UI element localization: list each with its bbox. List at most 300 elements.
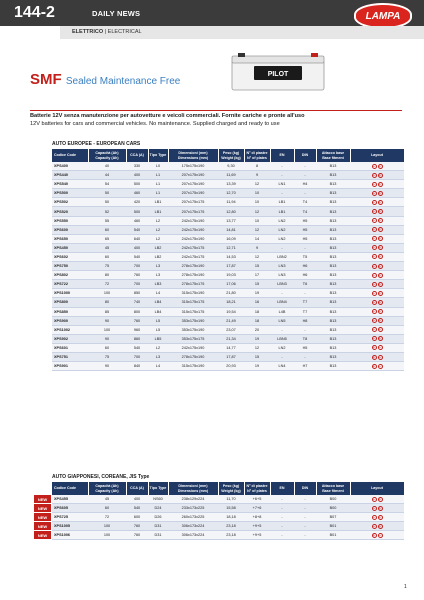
table-cell: 100 [88, 289, 126, 298]
table-cell: - [294, 504, 316, 513]
negative-terminal-icon: − [372, 514, 376, 520]
table-cell: LB2 [148, 252, 168, 261]
positive-terminal-icon: + [378, 299, 382, 305]
terminal-layout [372, 364, 383, 369]
table-cell: 278x175x190 [168, 271, 218, 280]
table-cell: 54 [88, 180, 126, 189]
table-cell: 315x175x175 [168, 298, 218, 307]
table-row [52, 495, 404, 504]
table-cell: 90 [88, 362, 126, 371]
table-cell: L4 [148, 362, 168, 371]
positive-terminal-icon: + [378, 190, 382, 196]
logo-text: LAMPA [365, 10, 401, 22]
table-cell: - [270, 495, 294, 504]
table-cell: B13 [316, 171, 350, 180]
table-cell: 11,94 [218, 198, 244, 207]
terminal-layout [372, 191, 383, 196]
terminal-layout [372, 355, 383, 360]
table-cell: 315x175x175 [168, 307, 218, 316]
table-cell: L3 [148, 352, 168, 361]
product-code: XPS1000 [52, 289, 88, 298]
terminal-layout [372, 506, 383, 511]
table-cell: 19,03 [218, 271, 244, 280]
table-cell: L1 [148, 180, 168, 189]
table-cell: 12,70 [218, 189, 244, 198]
table-cell: - [270, 289, 294, 298]
description-en: 12V batteries for cars and commercial vehicles. No maintenance. Supplied charged and ready to use [30, 121, 280, 127]
terminal-layout [372, 345, 383, 350]
positive-terminal-icon: + [372, 363, 376, 369]
table-cell: 760 [126, 522, 148, 531]
column-header: DIN [294, 482, 316, 495]
negative-terminal-icon: − [372, 309, 376, 315]
table-cell: 19 [244, 362, 270, 371]
table-cell: L1 [148, 171, 168, 180]
negative-terminal-icon: − [372, 181, 376, 187]
positive-terminal-icon: + [378, 523, 382, 529]
negative-terminal-icon: − [378, 363, 382, 369]
table-cell: - [294, 513, 316, 522]
table-cell: - [270, 531, 294, 540]
table-cell: 400 [126, 243, 148, 252]
positive-terminal-icon: + [378, 227, 382, 233]
product-code: XPS600 [52, 225, 88, 234]
table-cell: 60 [88, 343, 126, 352]
column-header: DIN [294, 149, 316, 162]
table-cell: - [270, 352, 294, 361]
table-cell: 242x175x190 [168, 225, 218, 234]
negative-terminal-icon: − [372, 290, 376, 296]
table-cell: LN2 [270, 234, 294, 243]
positive-terminal-icon: + [372, 345, 376, 351]
table-row [52, 298, 404, 307]
column-header: N° di piastre N° of plates [244, 149, 270, 162]
table-cell: 760 [126, 271, 148, 280]
terminal-layout [372, 209, 383, 214]
terminal-layout [372, 254, 383, 259]
table-row [52, 316, 404, 325]
table-cell: 14,77 [218, 343, 244, 352]
terminal-layout [372, 200, 383, 205]
table-cell: 15 [244, 280, 270, 289]
product-code: XPS650 [52, 234, 88, 243]
table-cell: L3 [148, 262, 168, 271]
european-table [52, 149, 405, 371]
table-cell [350, 504, 404, 513]
table-cell: L2 [148, 234, 168, 243]
column-header: CCA (A) [126, 482, 148, 495]
table-cell: D24 [148, 504, 168, 513]
table-row [52, 234, 404, 243]
table-cell: B13 [316, 316, 350, 325]
table-cell: 500 [126, 207, 148, 216]
negative-terminal-icon: − [372, 163, 376, 169]
table-cell: 15 [244, 262, 270, 271]
positive-terminal-icon: + [378, 272, 382, 278]
table-cell [350, 316, 404, 325]
terminal-layout [372, 245, 383, 250]
new-badge: NEW [34, 522, 51, 530]
asian-section-title: AUTO GIAPPONESI, COREANE, JIS Type [52, 474, 150, 480]
table-cell: 600 [126, 513, 148, 522]
table-cell: H8 [294, 316, 316, 325]
table-cell [350, 298, 404, 307]
table-cell: L1 [148, 189, 168, 198]
table-cell: B13 [316, 271, 350, 280]
table-cell: 60 [88, 252, 126, 261]
table-cell: 238x129x224 [168, 495, 218, 504]
table-cell: LN2 [270, 225, 294, 234]
european-table-header [52, 149, 404, 162]
table-cell: LB1 [148, 207, 168, 216]
product-code: XPS1002 [52, 325, 88, 334]
table-cell: LN3 [270, 262, 294, 271]
table-cell: 400 [126, 171, 148, 180]
table-cell: 306x173x224 [168, 522, 218, 531]
terminal-layout [372, 218, 383, 223]
table-cell: 12,80 [218, 207, 244, 216]
product-code: XPS400 [52, 162, 88, 171]
positive-terminal-icon: + [378, 209, 382, 215]
table-cell: 45 [88, 243, 126, 252]
column-header: Attacco base Base fitment [316, 482, 350, 495]
table-cell: T7 [294, 307, 316, 316]
table-cell: 52 [88, 207, 126, 216]
positive-terminal-icon: + [378, 318, 382, 324]
product-code: XPS725 [52, 513, 88, 522]
table-cell: 353x175x175 [168, 334, 218, 343]
table-cell: +6+5 [244, 495, 270, 504]
table-row [52, 189, 404, 198]
table-cell: T6 [294, 280, 316, 289]
table-cell: 40 [88, 162, 126, 171]
table-cell: +9+5 [244, 531, 270, 540]
column-header: Tipo Type [148, 149, 168, 162]
table-cell: H6 [294, 262, 316, 271]
table-cell: 800 [126, 307, 148, 316]
table-cell: - [270, 325, 294, 334]
table-cell: T4 [294, 198, 316, 207]
table-cell: LN4 [270, 362, 294, 371]
negative-terminal-icon: − [372, 218, 376, 224]
product-code: XPS605 [52, 504, 88, 513]
table-cell: B00 [316, 504, 350, 513]
product-code: XPS602 [52, 252, 88, 261]
table-cell: 760 [126, 316, 148, 325]
product-code: XPS500 [52, 189, 88, 198]
table-cell: 9,30 [218, 162, 244, 171]
table-cell: LN2 [270, 343, 294, 352]
negative-terminal-icon: − [372, 254, 376, 260]
table-cell: 540 [126, 225, 148, 234]
table-row [52, 171, 404, 180]
table-cell: 65 [88, 234, 126, 243]
negative-terminal-icon: − [378, 532, 382, 538]
table-cell: B13 [316, 162, 350, 171]
product-code: XPS802 [52, 271, 88, 280]
table-cell: 540 [126, 252, 148, 261]
table-row [52, 513, 404, 522]
table-row [52, 325, 404, 334]
table-cell: 16 [244, 298, 270, 307]
negative-terminal-icon: − [378, 354, 382, 360]
positive-terminal-icon: + [378, 263, 382, 269]
table-cell: B13 [316, 189, 350, 198]
table-cell: B13 [316, 207, 350, 216]
table-cell: 75 [88, 352, 126, 361]
table-cell: +7+6 [244, 504, 270, 513]
terminal-layout [372, 300, 383, 305]
table-cell: 242x175x190 [168, 343, 218, 352]
table-cell: 207x175x175 [168, 207, 218, 216]
table-cell: 21,49 [218, 316, 244, 325]
table-cell: LB1 [270, 207, 294, 216]
table-cell: 11,70 [218, 495, 244, 504]
table-row [52, 307, 404, 316]
table-cell: 17,87 [218, 352, 244, 361]
table-cell: 330 [126, 162, 148, 171]
table-cell: B13 [316, 216, 350, 225]
table-cell [350, 189, 404, 198]
table-cell: B13 [316, 289, 350, 298]
table-cell: L3 [148, 271, 168, 280]
column-header: N° di piastre N° of plates [244, 482, 270, 495]
table-cell: 540 [126, 343, 148, 352]
european-section-title: AUTO EUROPEE - EUROPEAN CARS [52, 141, 141, 147]
column-header: CCA (A) [126, 149, 148, 162]
table-cell: 80 [88, 298, 126, 307]
terminal-layout [372, 173, 383, 178]
table-cell: H7 [294, 362, 316, 371]
table-row [52, 198, 404, 207]
table-cell: 18,21 [218, 298, 244, 307]
table-cell: 60 [88, 225, 126, 234]
table-cell [350, 171, 404, 180]
table-cell: 100 [88, 531, 126, 540]
title-divider [30, 110, 402, 111]
table-cell: L4B [270, 307, 294, 316]
table-cell: 260x173x225 [168, 513, 218, 522]
table-cell: 18,18 [218, 513, 244, 522]
table-cell [350, 271, 404, 280]
table-cell: 23,18 [218, 531, 244, 540]
table-cell: - [294, 171, 316, 180]
table-row [52, 289, 404, 298]
table-cell: 80 [88, 271, 126, 280]
new-badge: NEW [34, 504, 51, 512]
column-header: Codice Code [52, 482, 88, 495]
table-cell: 207x175x190 [168, 189, 218, 198]
table-cell: T4 [294, 207, 316, 216]
terminal-layout [372, 336, 383, 341]
table-cell: 17 [244, 271, 270, 280]
table-cell: +8+8 [244, 513, 270, 522]
table-cell [350, 334, 404, 343]
positive-terminal-icon: + [378, 309, 382, 315]
table-cell [350, 352, 404, 361]
table-cell: LB1 [148, 198, 168, 207]
table-cell: 60 [88, 504, 126, 513]
table-cell: - [294, 325, 316, 334]
positive-terminal-icon: + [378, 254, 382, 260]
table-cell [350, 280, 404, 289]
table-cell: 75 [88, 262, 126, 271]
product-code: XPS550 [52, 216, 88, 225]
table-cell: 50 [88, 189, 126, 198]
product-code: XPS1006 [52, 531, 88, 540]
table-cell: 540 [126, 504, 148, 513]
negative-terminal-icon: − [372, 190, 376, 196]
column-header: Capacità (Ah) Capacity (Ah) [88, 482, 126, 495]
battery-brand: PILOT [267, 71, 289, 78]
negative-terminal-icon: − [372, 209, 376, 215]
product-code: XPS722 [52, 280, 88, 289]
table-cell: B13 [316, 298, 350, 307]
table-cell: B13 [316, 243, 350, 252]
table-cell: NS60 [148, 495, 168, 504]
positive-terminal-icon: + [378, 163, 382, 169]
table-cell: +9+5 [244, 522, 270, 531]
table-cell: 13,77 [218, 216, 244, 225]
table-cell: B13 [316, 362, 350, 371]
positive-terminal-icon: + [378, 514, 382, 520]
column-header: Layout [350, 482, 404, 495]
negative-terminal-icon: − [372, 318, 376, 324]
table-cell: 700 [126, 262, 148, 271]
table-row [52, 216, 404, 225]
terminal-layout [372, 264, 383, 269]
product-code: XPS902 [52, 334, 88, 343]
category-label [72, 29, 142, 35]
table-cell: 19 [244, 289, 270, 298]
asian-table-header [52, 482, 404, 495]
negative-terminal-icon: − [372, 199, 376, 205]
table-cell: 840 [126, 362, 148, 371]
table-cell: 21,34 [218, 334, 244, 343]
positive-terminal-icon: + [378, 336, 382, 342]
new-badge: NEW [34, 531, 51, 539]
column-header: Attacco base Base fitment [316, 149, 350, 162]
column-header: Peso (kg) Weight (kg) [218, 482, 244, 495]
product-code: XPS601 [52, 343, 88, 352]
title-main: SMF [30, 71, 62, 88]
category-separator: | [104, 29, 107, 35]
negative-terminal-icon: − [372, 281, 376, 287]
table-cell: - [294, 352, 316, 361]
table-cell: 14 [244, 234, 270, 243]
table-cell: - [294, 162, 316, 171]
table-cell [350, 162, 404, 171]
column-header: Layout [350, 149, 404, 162]
table-cell [350, 207, 404, 216]
table-cell: 860 [126, 334, 148, 343]
table-cell: 23,18 [218, 522, 244, 531]
table-cell: 850 [126, 289, 148, 298]
table-cell: LB5 [148, 334, 168, 343]
table-cell: 12 [244, 225, 270, 234]
table-cell: L2 [148, 225, 168, 234]
negative-terminal-icon: − [372, 172, 376, 178]
positive-terminal-icon: + [378, 327, 382, 333]
table-cell: B13 [316, 225, 350, 234]
terminal-layout [372, 236, 383, 241]
product-code: XPS1005 [52, 522, 88, 531]
table-cell: B13 [316, 252, 350, 261]
table-cell: 45 [88, 495, 126, 504]
positive-terminal-icon: + [378, 505, 382, 511]
table-cell: 72 [88, 280, 126, 289]
table-cell [350, 262, 404, 271]
table-cell: 306x173x224 [168, 531, 218, 540]
table-cell: D31 [148, 531, 168, 540]
table-cell: B13 [316, 352, 350, 361]
category-it: ELETTRICO [72, 29, 104, 35]
negative-terminal-icon: − [372, 505, 376, 511]
table-cell: 19 [244, 334, 270, 343]
negative-terminal-icon: − [372, 299, 376, 305]
table-cell: LN2 [270, 216, 294, 225]
table-row [52, 262, 404, 271]
table-cell: 85 [88, 307, 126, 316]
terminal-layout [372, 182, 383, 187]
table-cell: L2 [148, 343, 168, 352]
table-cell: 50 [88, 198, 126, 207]
asian-table [52, 482, 405, 540]
negative-terminal-icon: − [372, 272, 376, 278]
product-code: XPS455 [52, 495, 88, 504]
negative-terminal-icon: − [372, 227, 376, 233]
table-cell: 17,06 [218, 280, 244, 289]
table-cell: T5 [294, 252, 316, 261]
table-cell: 15 [244, 352, 270, 361]
column-header: Codice Code [52, 149, 88, 162]
table-cell: B13 [316, 334, 350, 343]
positive-terminal-icon: + [378, 245, 382, 251]
table-cell: 207x175x190 [168, 171, 218, 180]
table-cell: 242x175x190 [168, 234, 218, 243]
table-cell: 315x175x190 [168, 289, 218, 298]
table-cell: 13,39 [218, 180, 244, 189]
table-cell: LB3 [148, 280, 168, 289]
new-badge: NEW [34, 495, 51, 503]
table-cell: B13 [316, 325, 350, 334]
terminal-layout [372, 318, 383, 323]
positive-terminal-icon: + [378, 218, 382, 224]
positive-terminal-icon: + [372, 532, 376, 538]
negative-terminal-icon: − [372, 263, 376, 269]
negative-terminal-icon: − [378, 345, 382, 351]
table-row [52, 334, 404, 343]
table-cell: LB2 [148, 243, 168, 252]
table-cell: 10 [244, 198, 270, 207]
table-cell: 16,09 [218, 234, 244, 243]
table-cell: - [270, 522, 294, 531]
column-header: Capacità (Ah) Capacity (Ah) [88, 149, 126, 162]
positive-terminal-icon: + [372, 354, 376, 360]
table-cell: 12,71 [218, 243, 244, 252]
table-row [52, 280, 404, 289]
table-cell: 278x175x175 [168, 280, 218, 289]
table-cell: 15,58 [218, 504, 244, 513]
table-cell: 460 [126, 189, 148, 198]
table-cell: 278x175x190 [168, 262, 218, 271]
table-cell: 740 [126, 298, 148, 307]
table-cell: 400 [126, 495, 148, 504]
product-code: XPS440 [52, 171, 88, 180]
negative-terminal-icon: − [372, 327, 376, 333]
product-code: XPS520 [52, 207, 88, 216]
table-row [52, 225, 404, 234]
